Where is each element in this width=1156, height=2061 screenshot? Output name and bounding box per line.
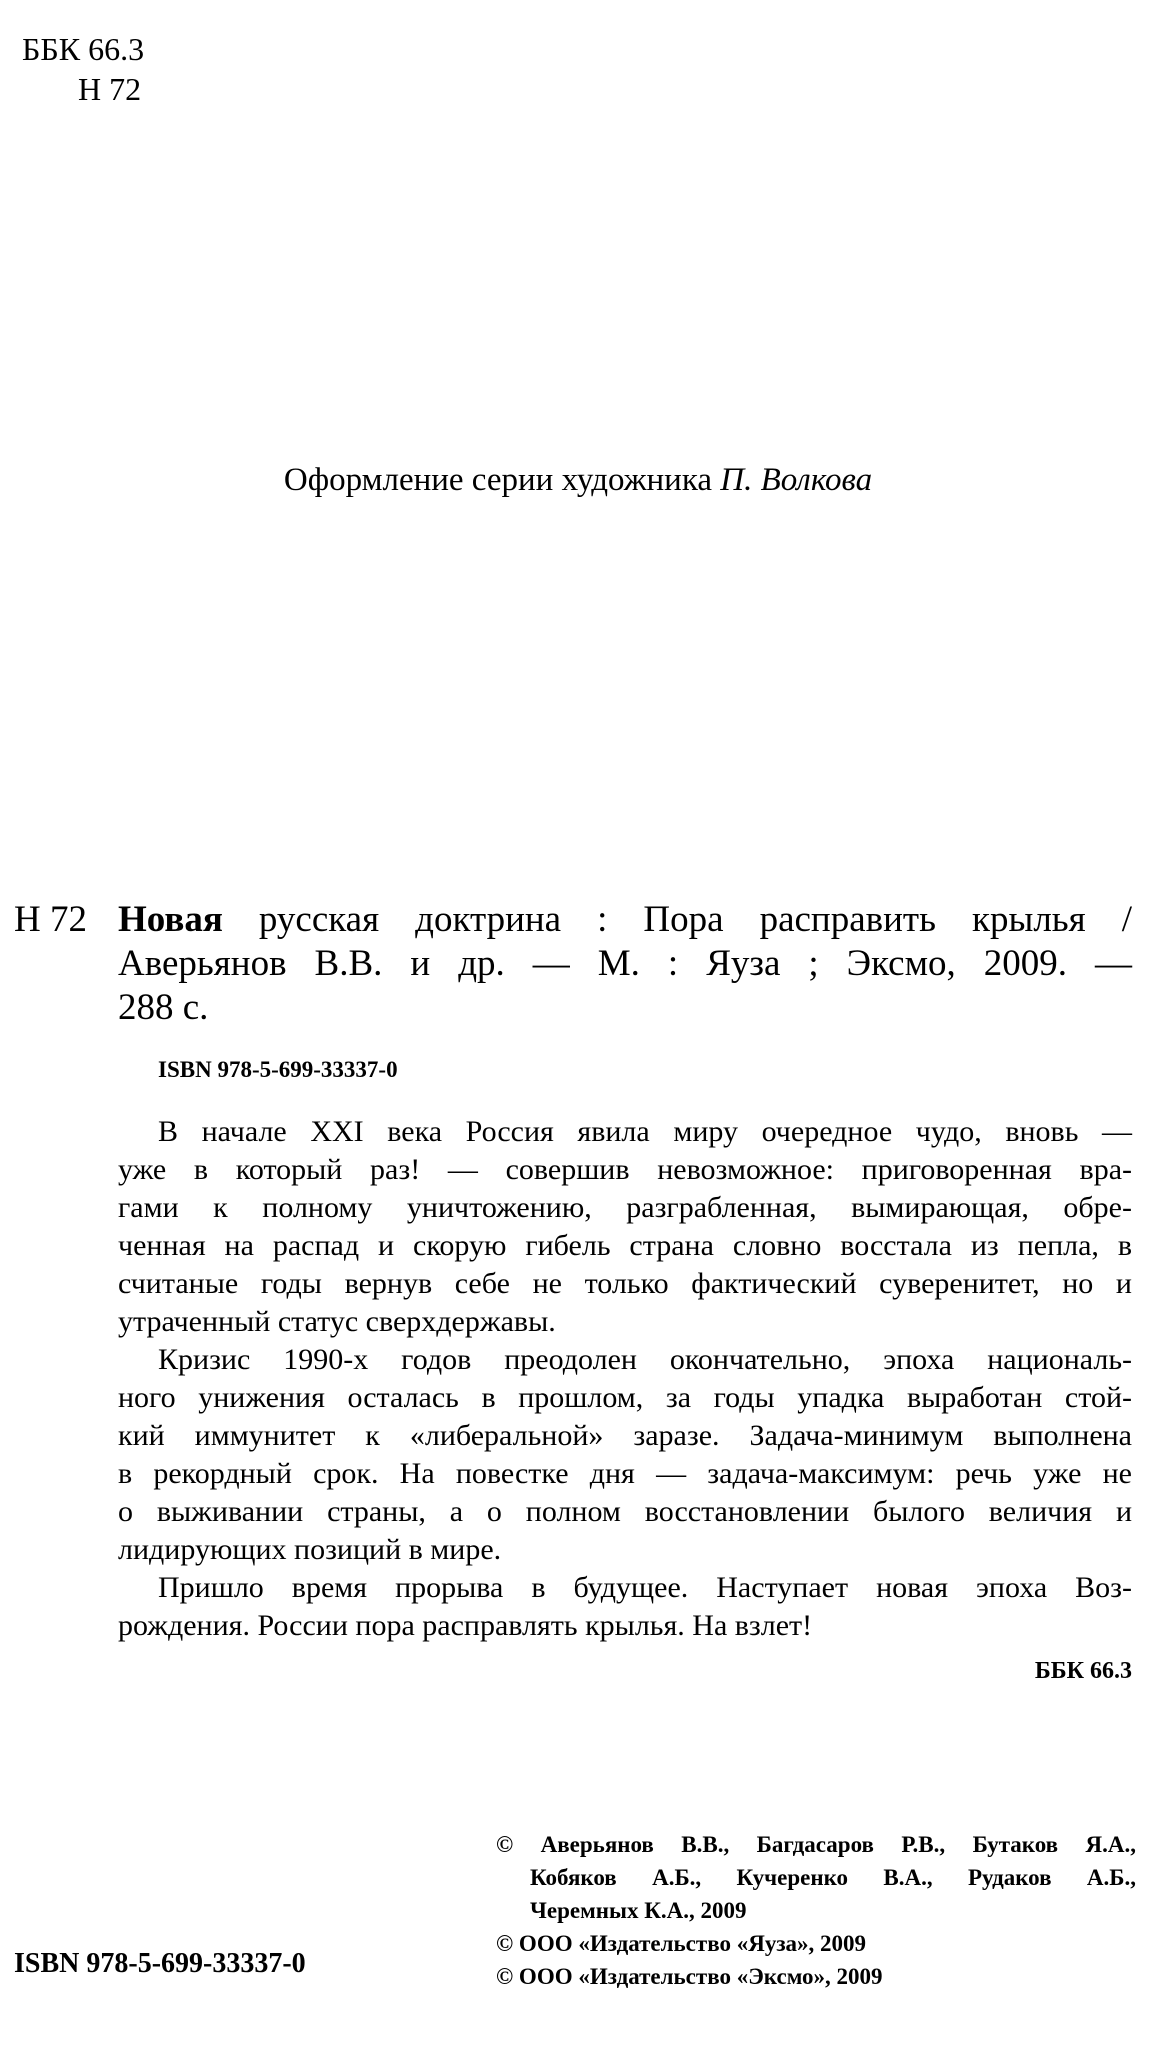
catalog-title-bold: Новая <box>118 899 223 940</box>
annotation-line: лидирующих позиций в мире. <box>118 1533 502 1566</box>
series-design-credit <box>0 460 1156 500</box>
bbk-code-top: ББК 66.3 <box>22 31 145 67</box>
author-code-top: Н 72 <box>78 71 142 107</box>
catalog-title-rest: русская доктрина : Пора расправить крылья / <box>258 899 1133 940</box>
catalog-author-code: Н 72 <box>14 899 87 940</box>
annotation-line: гами к полному уничтожению, разграбленная, вымирающая, обре- <box>118 1191 1132 1224</box>
annotation-line: в рекордный срок. На повестке дня — задача-максимум: речь уже не <box>118 1457 1132 1490</box>
catalog-entry <box>118 898 1132 1030</box>
catalog-line-3: 288 с. <box>118 987 209 1028</box>
copyright-authors-line-2: Кобяков А.Б., Кучеренко В.А., Рудаков А.Б., <box>530 1865 1136 1890</box>
annotation-line: о выживании страны, а о полном восстановлении былого величия и <box>118 1495 1132 1528</box>
copyright-authors-line-3: Черемных К.А., 2009 <box>530 1898 747 1923</box>
series-design-label: Оформление серии художника <box>283 462 713 498</box>
annotation-paragraph <box>118 1341 1132 1569</box>
copyright-authors-line-1: © Аверьянов В.В., Багдасаров Р.В., Бутаков Я.А., <box>496 1832 1136 1857</box>
annotation-line: рождения. России пора расправлять крылья. На взлет! <box>118 1609 813 1642</box>
annotation-paragraph <box>118 1113 1132 1341</box>
annotation-line: утраченный статус сверхдержавы. <box>118 1305 556 1338</box>
catalog-line-2: Аверьянов В.В. и др. — М. : Яуза ; Эксмо, 2009. — <box>118 943 1132 984</box>
annotation-line: уже в который раз! — совершив невозможное: приговоренная вра- <box>118 1153 1132 1186</box>
annotation-line: кий иммунитет к «либеральной» заразе. Задача-минимум выполнена <box>118 1419 1132 1452</box>
annotation-line: Кризис 1990-х годов преодолен окончательно, эпоха националь- <box>158 1343 1132 1376</box>
annotation-line: ченная на распад и скорую гибель страна словно восстала из пепла, в <box>118 1229 1132 1262</box>
annotation-paragraph <box>118 1569 1132 1645</box>
annotation-line: считаные годы вернув себе не только фактический суверенитет, но и <box>118 1267 1132 1300</box>
copyright-publisher-eksmo: © ООО «Издательство «Эксмо», 2009 <box>496 1964 883 1989</box>
annotation-line: В начале XXI века Россия явила миру очередное чудо, вновь — <box>158 1115 1132 1148</box>
copyright-publisher-yauza: © ООО «Издательство «Яуза», 2009 <box>496 1931 867 1956</box>
isbn-bottom: ISBN 978-5-699-33337-0 <box>14 1948 306 1979</box>
series-design-artist: П. Волкова <box>720 462 873 498</box>
annotation <box>118 1113 1132 1645</box>
annotation-line: Пришло время прорыва в будущее. Наступает новая эпоха Воз- <box>158 1571 1132 1604</box>
copyright-block <box>496 1828 1136 1993</box>
annotation-line: ного унижения осталась в прошлом, за годы упадка выработан стой- <box>118 1381 1132 1414</box>
catalog-isbn: ISBN 978-5-699-33337-0 <box>158 1057 398 1082</box>
bbk-code-bottom: ББК 66.3 <box>1034 1658 1132 1684</box>
catalog-line-1 <box>118 898 1132 942</box>
